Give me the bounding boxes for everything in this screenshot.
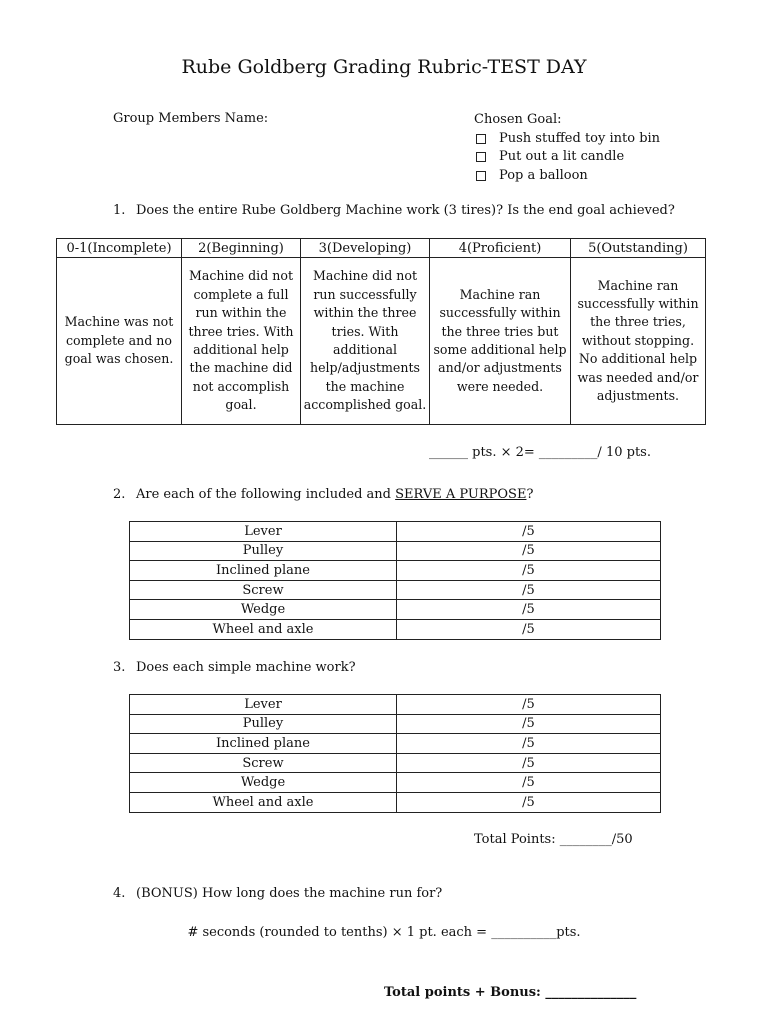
machine-score[interactable]: /5	[397, 734, 661, 754]
rubric-description-row	[57, 258, 706, 425]
question-text: Does each simple machine work?	[136, 660, 356, 675]
rubric-cell-outstanding: Machine ran successfully within the three tries, without stopping. No additional help was needed and/or adjustments.	[571, 258, 706, 425]
chosen-goal-label: Chosen Goal:	[474, 112, 562, 127]
q1-score-line[interactable]: ______ pts. × 2= _________/ 10 pts.	[429, 445, 651, 460]
machine-name: Wheel and axle	[130, 619, 397, 639]
table-row	[130, 522, 661, 542]
rubric-header-incomplete: 0-1(Incomplete)	[57, 239, 182, 258]
goal-option-label: Put out a lit candle	[499, 149, 625, 164]
machine-name: Lever	[130, 522, 397, 542]
page-title: Rube Goldberg Grading Rubric-TEST DAY	[181, 56, 587, 78]
table-row	[130, 619, 661, 639]
bonus-formula-line[interactable]: # seconds (rounded to tenths) × 1 pt. each = __________pts.	[187, 925, 581, 940]
machine-score[interactable]: /5	[397, 580, 661, 600]
machine-score[interactable]: /5	[397, 773, 661, 793]
machine-name: Pulley	[130, 714, 397, 734]
included-machines-table	[129, 521, 661, 640]
machine-score[interactable]: /5	[397, 753, 661, 773]
table-row	[130, 734, 661, 754]
table-row	[130, 600, 661, 620]
question-text-end: ?	[526, 487, 534, 502]
machine-score[interactable]: /5	[397, 541, 661, 561]
question-4	[113, 886, 442, 901]
question-number: 1.	[113, 203, 126, 218]
machine-score[interactable]: /5	[397, 522, 661, 542]
question-text: Are each of the following included and	[136, 487, 396, 502]
machine-score[interactable]: /5	[397, 561, 661, 581]
machine-name: Wedge	[130, 773, 397, 793]
checkbox-icon[interactable]	[476, 171, 486, 181]
question-number: 4.	[113, 886, 126, 901]
machine-name: Screw	[130, 580, 397, 600]
rubric-table	[56, 238, 706, 425]
working-machines-table	[129, 694, 661, 813]
machine-name: Inclined plane	[130, 734, 397, 754]
checkbox-icon[interactable]	[476, 152, 486, 162]
table-row	[130, 695, 661, 715]
machine-name: Screw	[130, 753, 397, 773]
table-row	[130, 792, 661, 812]
question-text: Does the entire Rube Goldberg Machine work (3 tires)? Is the end goal achieved?	[136, 203, 675, 218]
question-emphasis: SERVE A PURPOSE	[395, 487, 527, 502]
rubric-cell-developing: Machine did not run successfully within the three tries. With additional help/adjustments the machine accomplished goal.	[301, 258, 430, 425]
table-row	[130, 561, 661, 581]
checkbox-icon[interactable]	[476, 134, 486, 144]
rubric-header-beginning: 2(Beginning)	[182, 239, 301, 258]
machine-score[interactable]: /5	[397, 695, 661, 715]
chosen-goal-section	[474, 111, 660, 185]
goal-option-candle[interactable]	[474, 148, 660, 167]
group-members-label: Group Members Name:	[113, 111, 269, 126]
table-row	[130, 714, 661, 734]
rubric-cell-proficient: Machine ran successfully within the three tries but some additional help and/or adjustments were needed.	[430, 258, 571, 425]
machine-name: Wheel and axle	[130, 792, 397, 812]
machine-name: Inclined plane	[130, 561, 397, 581]
table-row	[130, 541, 661, 561]
machine-name: Pulley	[130, 541, 397, 561]
goal-option-toy[interactable]	[474, 130, 660, 149]
table-row	[130, 773, 661, 793]
machine-score[interactable]: /5	[397, 714, 661, 734]
question-2	[113, 487, 533, 502]
rubric-header-outstanding: 5(Outstanding)	[571, 239, 706, 258]
total-points-line[interactable]: Total Points: ________/50	[474, 832, 633, 847]
question-3	[113, 660, 356, 675]
question-1	[113, 203, 675, 218]
goal-option-balloon[interactable]	[474, 167, 660, 186]
rubric-cell-incomplete: Machine was not complete and no goal was chosen.	[57, 258, 182, 425]
question-text: (BONUS) How long does the machine run for?	[136, 886, 443, 901]
rubric-header-proficient: 4(Proficient)	[430, 239, 571, 258]
goal-option-label: Pop a balloon	[499, 167, 588, 183]
rubric-cell-beginning: Machine did not complete a full run within the three tries. With additional help the machine did not accomplish goal.	[182, 258, 301, 425]
machine-score[interactable]: /5	[397, 792, 661, 812]
machine-score[interactable]: /5	[397, 619, 661, 639]
machine-name: Lever	[130, 695, 397, 715]
rubric-header-developing: 3(Developing)	[301, 239, 430, 258]
table-row	[130, 753, 661, 773]
question-number: 3.	[113, 660, 126, 675]
rubric-header-row	[57, 239, 706, 258]
machine-name: Wedge	[130, 600, 397, 620]
machine-score[interactable]: /5	[397, 600, 661, 620]
table-row	[130, 580, 661, 600]
total-bonus-line[interactable]: Total points + Bonus: ______________	[384, 985, 637, 1000]
goal-option-label: Push stuffed toy into bin	[499, 130, 661, 146]
question-number: 2.	[113, 487, 126, 502]
